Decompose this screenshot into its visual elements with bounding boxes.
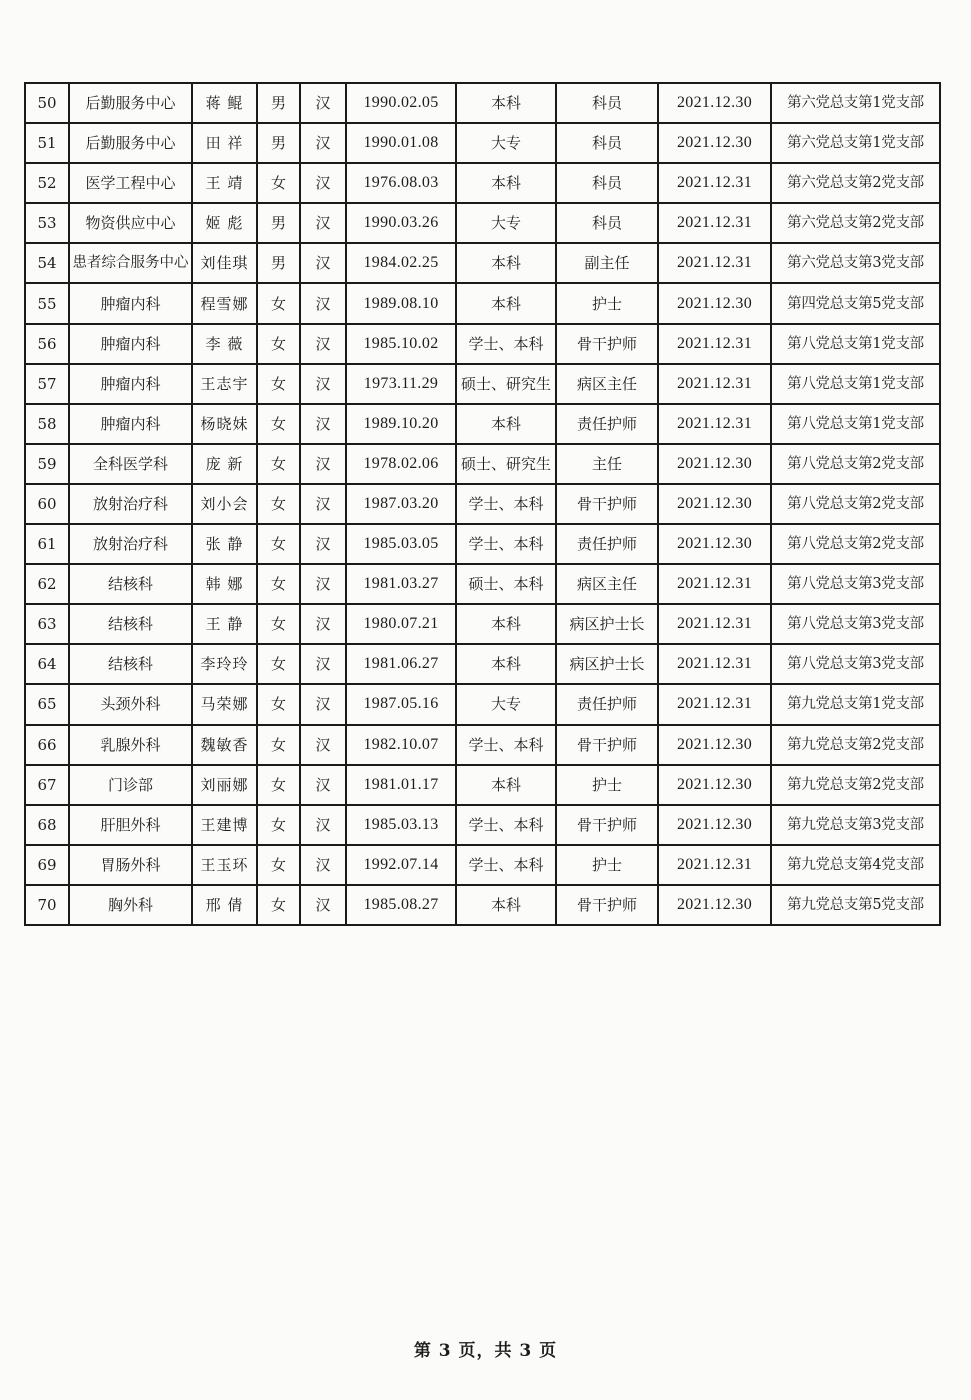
table-row [25,364,940,404]
party-branch-cell: 第八党总支第3党支部 [771,644,940,684]
member-name-cell: 刘丽娜 [192,765,257,805]
row-number-cell: 68 [25,805,69,845]
position-cell: 科员 [556,203,658,243]
birth-date-cell: 1982.10.07 [346,725,456,765]
gender-cell: 女 [257,684,300,724]
birth-date-cell: 1981.01.17 [346,765,456,805]
gender-cell: 女 [257,283,300,323]
row-number-cell: 64 [25,644,69,684]
member-name-cell: 刘小会 [192,484,257,524]
birth-date-cell: 1973.11.29 [346,364,456,404]
table-row [25,243,940,283]
member-name-cell: 王玉环 [192,845,257,885]
row-number-cell: 63 [25,604,69,644]
department-cell: 医学工程中心 [69,163,192,203]
party-branch-cell: 第八党总支第1党支部 [771,324,940,364]
position-cell: 护士 [556,283,658,323]
birth-date-cell: 1985.08.27 [346,885,456,925]
join-date-cell: 2021.12.31 [658,243,771,283]
education-cell: 学士、本科 [456,725,556,765]
row-number-cell: 60 [25,484,69,524]
gender-cell: 男 [257,243,300,283]
row-number-cell: 57 [25,364,69,404]
table-row [25,805,940,845]
birth-date-cell: 1981.03.27 [346,564,456,604]
member-name-cell: 姬 彪 [192,203,257,243]
member-name-cell: 邢 倩 [192,885,257,925]
gender-cell: 女 [257,163,300,203]
ethnicity-cell: 汉 [300,765,346,805]
gender-cell: 女 [257,564,300,604]
party-branch-cell: 第九党总支第5党支部 [771,885,940,925]
ethnicity-cell: 汉 [300,725,346,765]
member-name-cell: 王建博 [192,805,257,845]
row-number-cell: 53 [25,203,69,243]
table-row [25,324,940,364]
table-row [25,604,940,644]
table-row [25,564,940,604]
position-cell: 责任护师 [556,404,658,444]
ethnicity-cell: 汉 [300,885,346,925]
gender-cell: 女 [257,885,300,925]
table-row [25,765,940,805]
row-number-cell: 65 [25,684,69,724]
table-row [25,885,940,925]
birth-date-cell: 1980.07.21 [346,604,456,644]
education-cell: 学士、本科 [456,805,556,845]
member-name-cell: 李玲玲 [192,644,257,684]
member-name-cell: 刘佳琪 [192,243,257,283]
row-number-cell: 59 [25,444,69,484]
education-cell: 本科 [456,604,556,644]
position-cell: 护士 [556,765,658,805]
gender-cell: 男 [257,203,300,243]
ethnicity-cell: 汉 [300,364,346,404]
position-cell: 副主任 [556,243,658,283]
member-name-cell: 魏敏香 [192,725,257,765]
member-name-cell: 程雪娜 [192,283,257,323]
education-cell: 学士、本科 [456,324,556,364]
join-date-cell: 2021.12.31 [658,564,771,604]
education-cell: 大专 [456,123,556,163]
education-cell: 本科 [456,83,556,123]
join-date-cell: 2021.12.31 [658,604,771,644]
ethnicity-cell: 汉 [300,404,346,444]
birth-date-cell: 1990.01.08 [346,123,456,163]
join-date-cell: 2021.12.30 [658,444,771,484]
birth-date-cell: 1992.07.14 [346,845,456,885]
member-table [24,82,941,926]
education-cell: 本科 [456,765,556,805]
row-number-cell: 52 [25,163,69,203]
department-cell: 肿瘤内科 [69,364,192,404]
birth-date-cell: 1987.03.20 [346,484,456,524]
education-cell: 大专 [456,684,556,724]
party-branch-cell: 第九党总支第2党支部 [771,725,940,765]
gender-cell: 女 [257,725,300,765]
position-cell: 骨干护师 [556,885,658,925]
table-row [25,123,940,163]
education-cell: 硕士、研究生 [456,444,556,484]
party-branch-cell: 第八党总支第2党支部 [771,484,940,524]
member-name-cell: 庞 新 [192,444,257,484]
education-cell: 硕士、研究生 [456,364,556,404]
party-branch-cell: 第六党总支第1党支部 [771,83,940,123]
education-cell: 本科 [456,885,556,925]
member-name-cell: 蒋 鲲 [192,83,257,123]
row-number-cell: 61 [25,524,69,564]
position-cell: 病区主任 [556,564,658,604]
birth-date-cell: 1985.10.02 [346,324,456,364]
ethnicity-cell: 汉 [300,805,346,845]
row-number-cell: 50 [25,83,69,123]
table-row [25,524,940,564]
birth-date-cell: 1978.02.06 [346,444,456,484]
education-cell: 大专 [456,203,556,243]
table-row [25,845,940,885]
member-name-cell: 王 静 [192,604,257,644]
party-branch-cell: 第八党总支第3党支部 [771,564,940,604]
department-cell: 胃肠外科 [69,845,192,885]
position-cell: 骨干护师 [556,805,658,845]
education-cell: 学士、本科 [456,484,556,524]
ethnicity-cell: 汉 [300,83,346,123]
ethnicity-cell: 汉 [300,163,346,203]
ethnicity-cell: 汉 [300,524,346,564]
row-number-cell: 69 [25,845,69,885]
department-cell: 后勤服务中心 [69,123,192,163]
page-number: 第 3 页，共 3 页 [413,1341,558,1361]
department-cell: 乳腺外科 [69,725,192,765]
party-branch-cell: 第八党总支第1党支部 [771,404,940,444]
join-date-cell: 2021.12.31 [658,324,771,364]
department-cell: 后勤服务中心 [69,83,192,123]
department-cell: 门诊部 [69,765,192,805]
department-cell: 肝胆外科 [69,805,192,845]
ethnicity-cell: 汉 [300,243,346,283]
gender-cell: 男 [257,83,300,123]
ethnicity-cell: 汉 [300,484,346,524]
birth-date-cell: 1989.10.20 [346,404,456,444]
party-branch-cell: 第九党总支第3党支部 [771,805,940,845]
gender-cell: 女 [257,644,300,684]
department-cell: 结核科 [69,644,192,684]
join-date-cell: 2021.12.30 [658,765,771,805]
position-cell: 骨干护师 [556,324,658,364]
join-date-cell: 2021.12.31 [658,163,771,203]
gender-cell: 女 [257,805,300,845]
birth-date-cell: 1984.02.25 [346,243,456,283]
ethnicity-cell: 汉 [300,324,346,364]
party-branch-cell: 第六党总支第2党支部 [771,203,940,243]
birth-date-cell: 1989.08.10 [346,283,456,323]
birth-date-cell: 1981.06.27 [346,644,456,684]
member-table-body [25,83,940,925]
department-cell: 胸外科 [69,885,192,925]
row-number-cell: 62 [25,564,69,604]
ethnicity-cell: 汉 [300,644,346,684]
birth-date-cell: 1985.03.05 [346,524,456,564]
join-date-cell: 2021.12.31 [658,845,771,885]
join-date-cell: 2021.12.31 [658,684,771,724]
position-cell: 科员 [556,123,658,163]
page-footer [0,1336,971,1361]
education-cell: 学士、本科 [456,845,556,885]
join-date-cell: 2021.12.31 [658,364,771,404]
row-number-cell: 51 [25,123,69,163]
join-date-cell: 2021.12.31 [658,203,771,243]
member-name-cell: 张 静 [192,524,257,564]
row-number-cell: 58 [25,404,69,444]
department-cell: 结核科 [69,604,192,644]
education-cell: 学士、本科 [456,524,556,564]
gender-cell: 女 [257,524,300,564]
ethnicity-cell: 汉 [300,684,346,724]
member-name-cell: 王志宇 [192,364,257,404]
education-cell: 本科 [456,644,556,684]
party-branch-cell: 第六党总支第2党支部 [771,163,940,203]
ethnicity-cell: 汉 [300,564,346,604]
join-date-cell: 2021.12.31 [658,404,771,444]
gender-cell: 女 [257,765,300,805]
position-cell: 病区主任 [556,364,658,404]
party-branch-cell: 第四党总支第5党支部 [771,283,940,323]
birth-date-cell: 1987.05.16 [346,684,456,724]
education-cell: 硕士、本科 [456,564,556,604]
row-number-cell: 54 [25,243,69,283]
birth-date-cell: 1990.02.05 [346,83,456,123]
party-branch-cell: 第八党总支第2党支部 [771,444,940,484]
position-cell: 科员 [556,83,658,123]
education-cell: 本科 [456,163,556,203]
row-number-cell: 70 [25,885,69,925]
position-cell: 护士 [556,845,658,885]
gender-cell: 女 [257,404,300,444]
member-name-cell: 马荣娜 [192,684,257,724]
join-date-cell: 2021.12.30 [658,123,771,163]
member-name-cell: 李 薇 [192,324,257,364]
join-date-cell: 2021.12.30 [658,283,771,323]
position-cell: 骨干护师 [556,725,658,765]
position-cell: 病区护士长 [556,604,658,644]
department-cell: 肿瘤内科 [69,324,192,364]
department-cell: 物资供应中心 [69,203,192,243]
table-row [25,725,940,765]
department-cell: 患者综合服务中心 [69,243,192,283]
row-number-cell: 56 [25,324,69,364]
join-date-cell: 2021.12.30 [658,725,771,765]
party-branch-cell: 第六党总支第1党支部 [771,123,940,163]
join-date-cell: 2021.12.31 [658,644,771,684]
ethnicity-cell: 汉 [300,444,346,484]
table-row [25,644,940,684]
party-branch-cell: 第九党总支第1党支部 [771,684,940,724]
member-name-cell: 韩 娜 [192,564,257,604]
join-date-cell: 2021.12.30 [658,83,771,123]
member-name-cell: 杨晓妹 [192,404,257,444]
table-row [25,484,940,524]
gender-cell: 女 [257,484,300,524]
gender-cell: 女 [257,364,300,404]
department-cell: 肿瘤内科 [69,404,192,444]
ethnicity-cell: 汉 [300,203,346,243]
member-name-cell: 田 祥 [192,123,257,163]
gender-cell: 女 [257,324,300,364]
gender-cell: 女 [257,444,300,484]
education-cell: 本科 [456,243,556,283]
table-row [25,163,940,203]
join-date-cell: 2021.12.30 [658,524,771,564]
position-cell: 责任护师 [556,684,658,724]
party-branch-cell: 第六党总支第3党支部 [771,243,940,283]
department-cell: 放射治疗科 [69,524,192,564]
gender-cell: 女 [257,604,300,644]
join-date-cell: 2021.12.30 [658,805,771,845]
position-cell: 主任 [556,444,658,484]
ethnicity-cell: 汉 [300,123,346,163]
department-cell: 全科医学科 [69,444,192,484]
party-branch-cell: 第八党总支第3党支部 [771,604,940,644]
party-branch-cell: 第九党总支第4党支部 [771,845,940,885]
department-cell: 放射治疗科 [69,484,192,524]
department-cell: 肿瘤内科 [69,283,192,323]
row-number-cell: 67 [25,765,69,805]
row-number-cell: 66 [25,725,69,765]
table-row [25,283,940,323]
row-number-cell: 55 [25,283,69,323]
table-row [25,444,940,484]
join-date-cell: 2021.12.30 [658,484,771,524]
ethnicity-cell: 汉 [300,604,346,644]
party-branch-cell: 第九党总支第2党支部 [771,765,940,805]
ethnicity-cell: 汉 [300,845,346,885]
party-branch-cell: 第八党总支第1党支部 [771,364,940,404]
birth-date-cell: 1976.08.03 [346,163,456,203]
gender-cell: 女 [257,845,300,885]
table-row [25,203,940,243]
position-cell: 科员 [556,163,658,203]
table-row [25,404,940,444]
education-cell: 本科 [456,283,556,323]
education-cell: 本科 [456,404,556,444]
table-row [25,684,940,724]
table-row [25,83,940,123]
birth-date-cell: 1990.03.26 [346,203,456,243]
birth-date-cell: 1985.03.13 [346,805,456,845]
join-date-cell: 2021.12.30 [658,885,771,925]
member-name-cell: 王 靖 [192,163,257,203]
ethnicity-cell: 汉 [300,283,346,323]
position-cell: 病区护士长 [556,644,658,684]
party-branch-cell: 第八党总支第2党支部 [771,524,940,564]
position-cell: 骨干护师 [556,484,658,524]
department-cell: 结核科 [69,564,192,604]
gender-cell: 男 [257,123,300,163]
department-cell: 头颈外科 [69,684,192,724]
position-cell: 责任护师 [556,524,658,564]
